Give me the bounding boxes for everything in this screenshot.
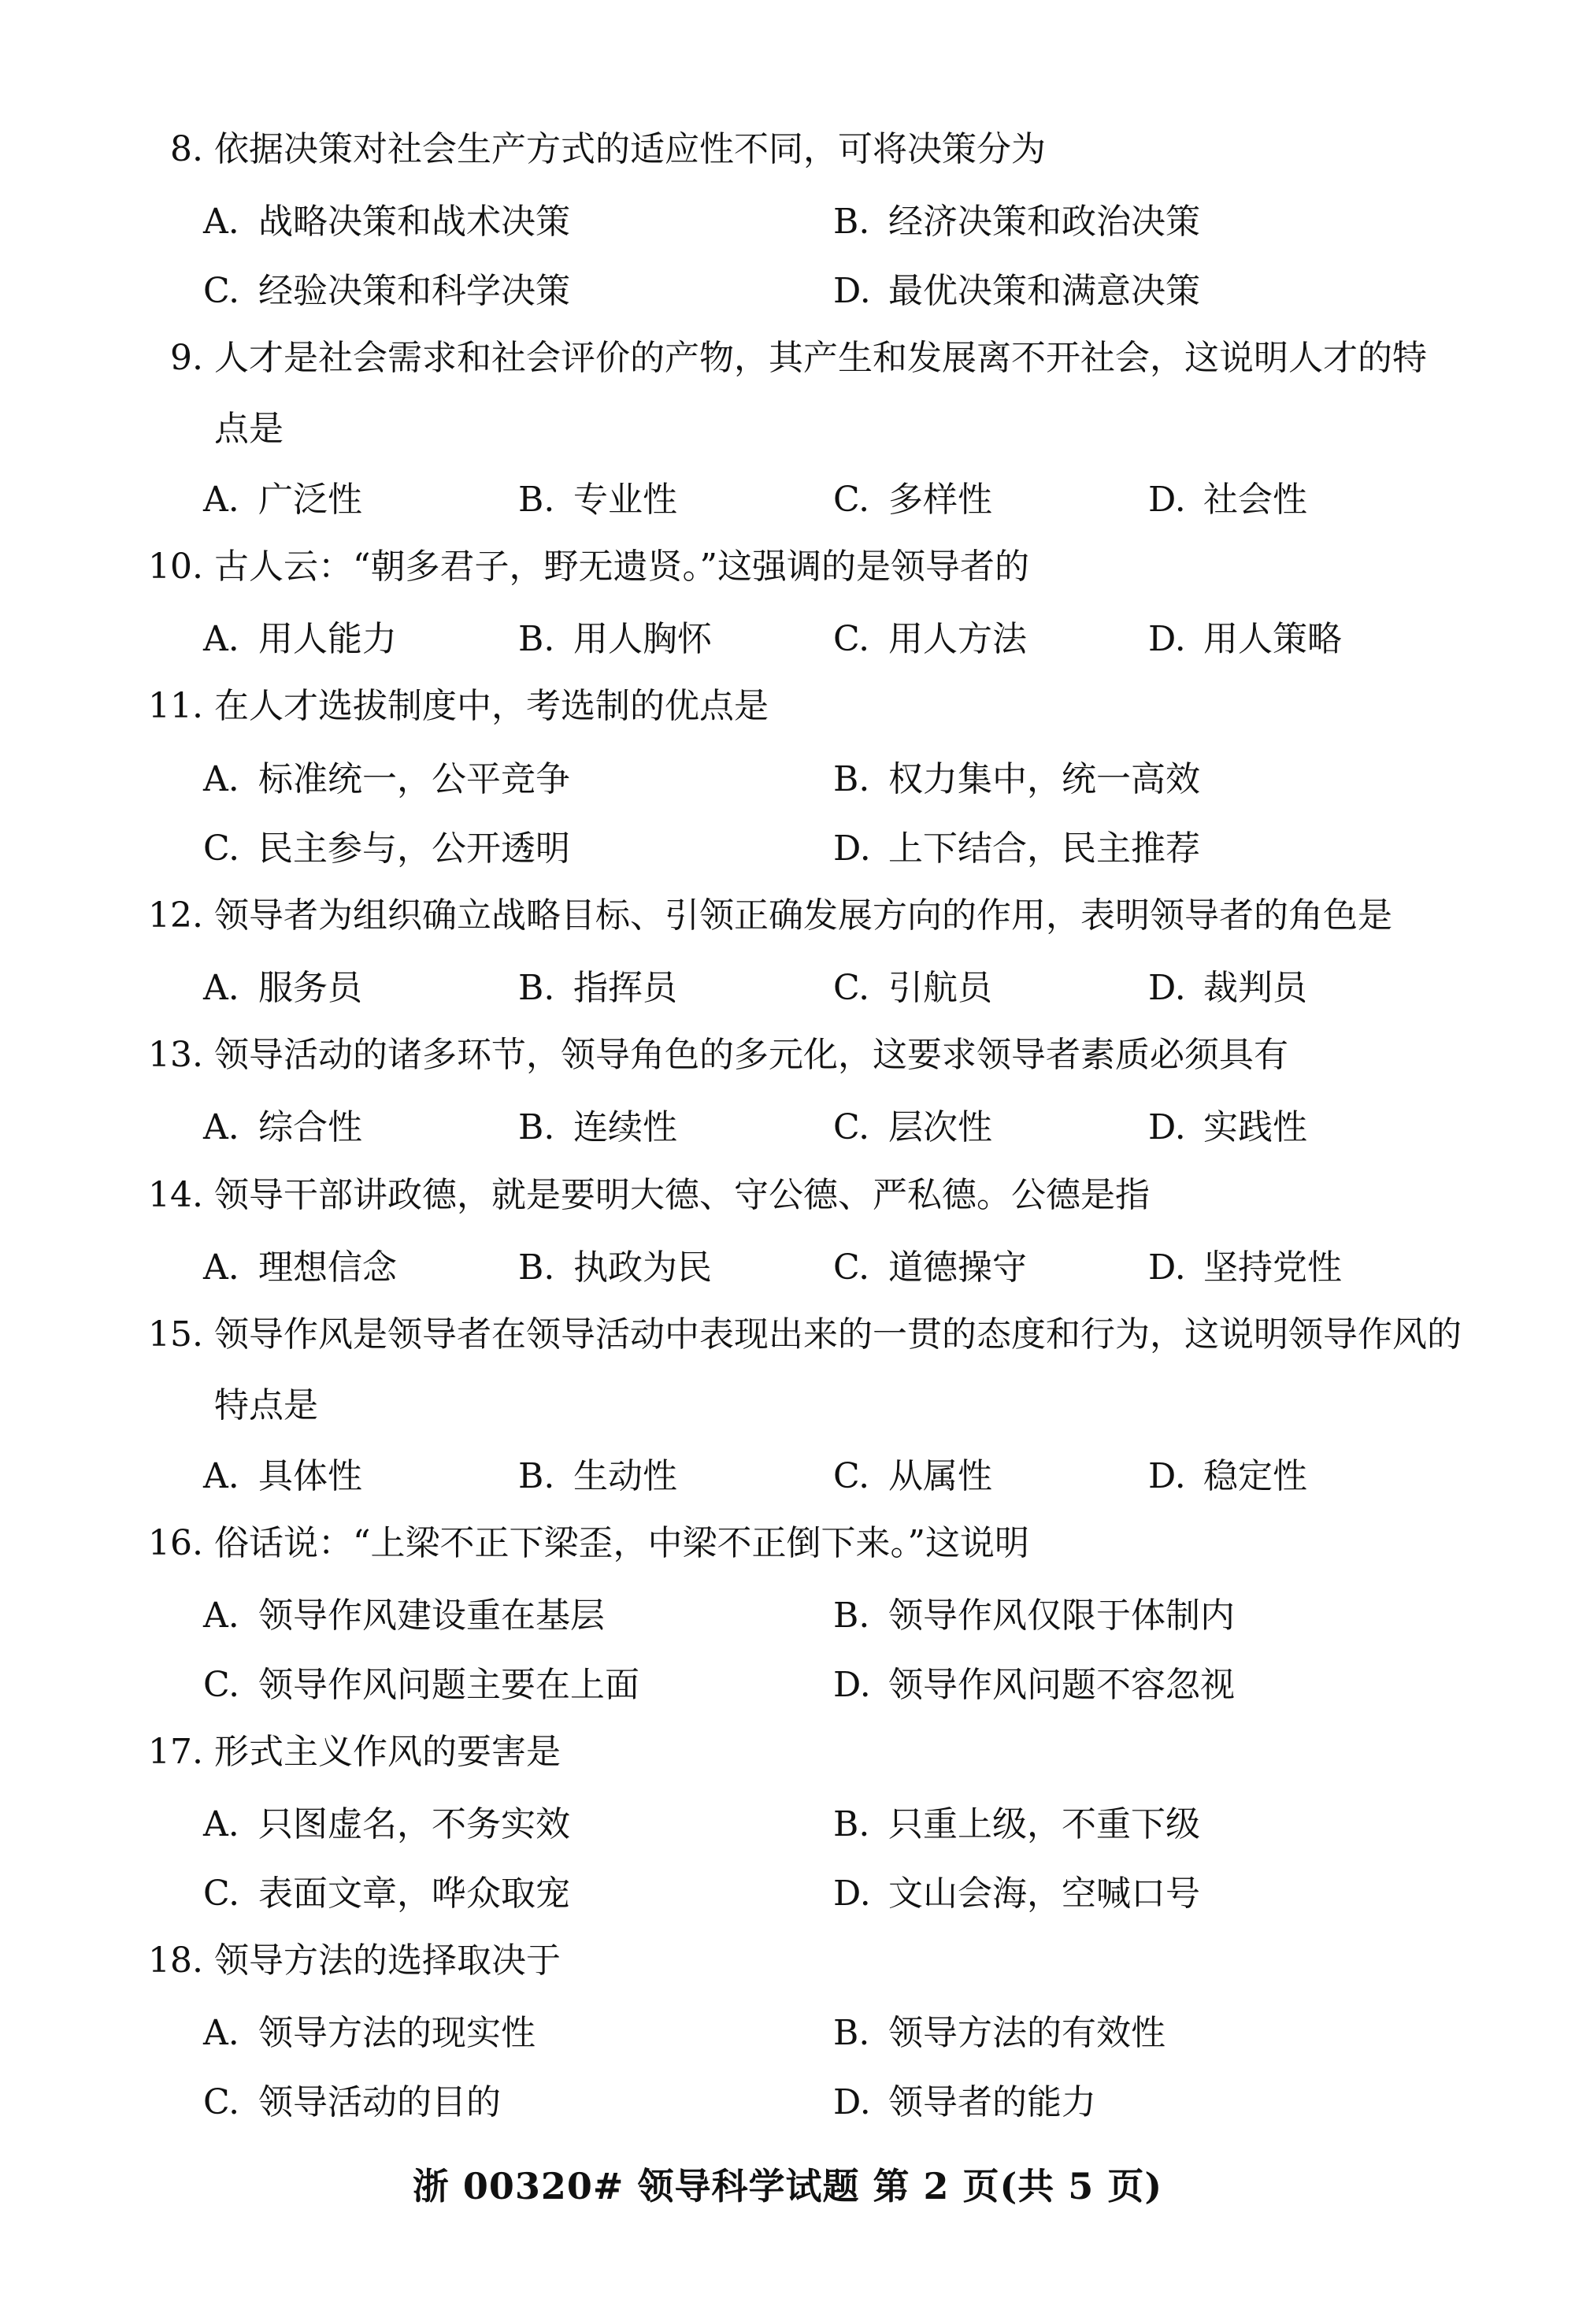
page-footer: 浙 00320# 领导科学试题 第 2 页(共 5 页): [412, 2165, 1163, 2207]
question-stem: [132, 1299, 1471, 1441]
option-d: D. 稳定性: [1148, 1456, 1307, 1496]
option-d: D. 最优决策和满意决策: [833, 271, 1200, 311]
option-b: B. 只重上级，不重下级: [833, 1804, 1200, 1844]
question-number: 17.: [148, 1732, 203, 1772]
question-text: 领导方法的选择取决于: [214, 1940, 561, 1981]
option-a: A. 具体性: [203, 1456, 362, 1496]
option-b: B. 权力集中，统一高效: [833, 759, 1200, 799]
option-a: A. 领导方法的现实性: [203, 2013, 536, 2053]
question-text: 在人才选拔制度中，考选制的优点是: [214, 686, 769, 726]
question-text: 领导者为组织确立战略目标、引领正确发展方向的作用，表明领导者的角色是: [214, 895, 1392, 936]
option-c: C. 表面文章，哗众取宠: [203, 1874, 570, 1914]
option-a: A. 服务员: [203, 968, 362, 1008]
option-a: A. 综合性: [203, 1107, 362, 1147]
option-a: A. 标准统一，公平竞争: [203, 759, 570, 799]
option-c: C. 用人方法: [833, 619, 1027, 659]
question-stem: [132, 1717, 1471, 1788]
question-number: 10.: [148, 547, 203, 587]
option-b: B. 连续性: [518, 1107, 677, 1147]
option-d: D. 文山会海，空喊口号: [833, 1874, 1200, 1914]
question-number: 8.: [170, 129, 203, 169]
option-d: D. 领导者的能力: [833, 2082, 1096, 2122]
option-a: A. 用人能力: [203, 619, 397, 659]
question-stem: [132, 323, 1471, 465]
option-b: B. 指挥员: [518, 968, 677, 1008]
question-number: 14.: [148, 1175, 203, 1215]
question-number: 9.: [170, 338, 203, 378]
option-a: A. 领导作风建设重在基层: [203, 1596, 605, 1636]
option-c: C. 道德操守: [833, 1247, 1027, 1288]
question-number: 16.: [148, 1523, 203, 1563]
option-b: B. 领导方法的有效性: [833, 2013, 1166, 2053]
question-text: 领导作风是领导者在领导活动中表现出来的一贯的态度和行为，这说明领导作风的: [214, 1314, 1462, 1355]
question-number: 11.: [148, 686, 203, 726]
option-d: D. 裁判员: [1148, 968, 1307, 1008]
question-number: 15.: [148, 1314, 203, 1355]
option-c: C. 经验决策和科学决策: [203, 271, 570, 311]
question-text-continued: 点是: [214, 409, 284, 449]
option-b: B. 用人胸怀: [518, 619, 712, 659]
question-text: 人才是社会需求和社会评价的产物，其产生和发展离不开社会，这说明人才的特: [214, 338, 1427, 378]
option-b: B. 生动性: [518, 1456, 677, 1496]
option-d: D. 领导作风问题不容忽视: [833, 1665, 1235, 1705]
question-number: 18.: [148, 1940, 203, 1981]
option-a: A. 理想信念: [203, 1247, 397, 1288]
option-a: A. 广泛性: [203, 480, 362, 520]
question-text: 领导干部讲政德，就是要明大德、守公德、严私德。公德是指: [214, 1175, 1150, 1215]
option-c: C. 多样性: [833, 480, 992, 520]
option-b: B. 领导作风仅限于体制内: [833, 1596, 1235, 1636]
question-number: 12.: [148, 895, 203, 936]
option-c: C. 领导活动的目的: [203, 2082, 501, 2122]
option-c: C. 引航员: [833, 968, 992, 1008]
question-text-continued: 特点是: [214, 1385, 318, 1425]
question-stem: [132, 880, 1471, 951]
question-text: 领导活动的诸多环节，领导角色的多元化，这要求领导者素质必须具有: [214, 1035, 1288, 1075]
question-stem: [132, 114, 1471, 185]
question-text: 形式主义作风的要害是: [214, 1732, 561, 1772]
question-number: 13.: [148, 1035, 203, 1075]
option-c: C. 领导作风问题主要在上面: [203, 1665, 639, 1705]
question-text: 依据决策对社会生产方式的适应性不同，可将决策分为: [214, 129, 1046, 169]
option-a: A. 战略决策和战术决策: [203, 202, 570, 242]
option-a: A. 只图虚名，不务实效: [203, 1804, 570, 1844]
question-text: 俗话说：“上梁不正下梁歪，中梁不正倒下来。”这说明: [214, 1523, 1029, 1563]
option-b: B. 专业性: [518, 480, 677, 520]
option-d: D. 坚持党性: [1148, 1247, 1342, 1288]
option-c: C. 民主参与，公开透明: [203, 828, 570, 869]
question-stem: [132, 1160, 1471, 1231]
option-d: D. 用人策略: [1148, 619, 1342, 659]
option-c: C. 从属性: [833, 1456, 992, 1496]
question-stem: [132, 532, 1471, 602]
option-d: D. 上下结合，民主推荐: [833, 828, 1200, 869]
option-b: B. 执政为民: [518, 1247, 712, 1288]
question-stem: [132, 1020, 1471, 1091]
option-d: D. 实践性: [1148, 1107, 1307, 1147]
question-text: 古人云：“朝多君子，野无遗贤。”这强调的是领导者的: [214, 547, 1029, 587]
question-stem: [132, 1926, 1471, 1996]
question-stem: [132, 1508, 1471, 1579]
question-stem: [132, 671, 1471, 742]
option-c: C. 层次性: [833, 1107, 992, 1147]
option-b: B. 经济决策和政治决策: [833, 202, 1200, 242]
option-d: D. 社会性: [1148, 480, 1307, 520]
